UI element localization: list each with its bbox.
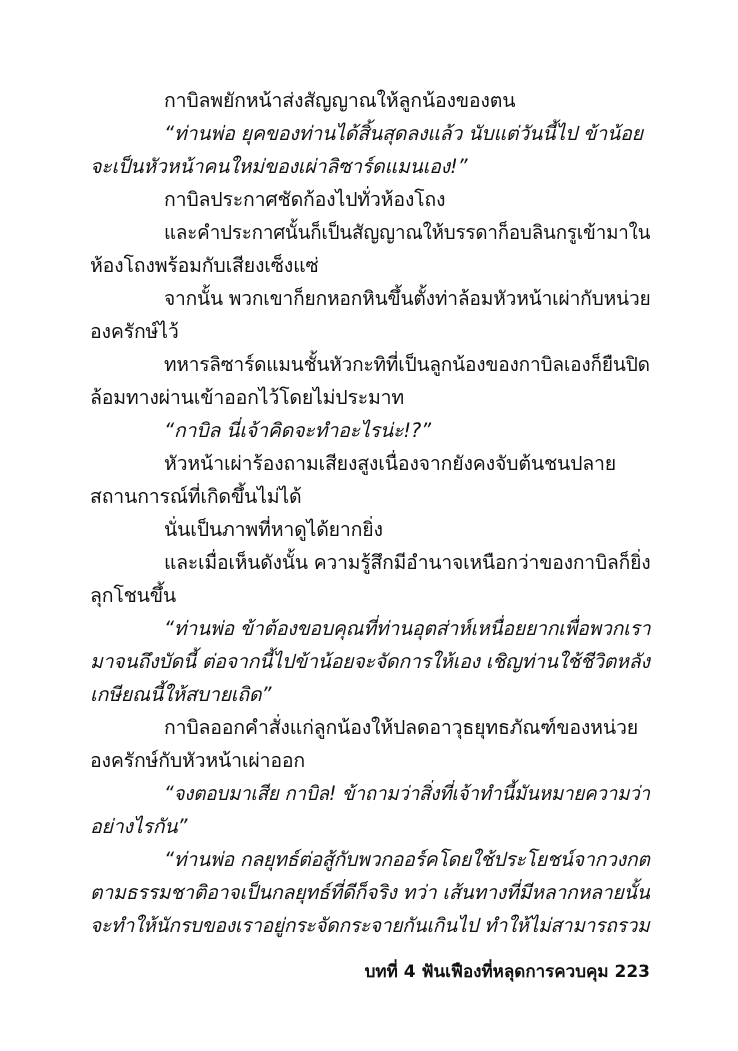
paragraph-line: นั่นเป็นภาพที่หาดูได้ยากยิ่ง [164,518,383,541]
paragraph-line: “ท่านพ่อ กลยุทธ์ต่อสู้กับพวกออร์คโดยใช้ประโยชน์จากวงกต [164,848,650,871]
paragraph-line: “ท่านพ่อ ข้าต้องขอบคุณที่ท่านอุตส่าห์เหนื่อยยากเพื่อพวกเรา [164,617,651,640]
paragraph-line: กาบิลออกคำสั่งแก่ลูกน้องให้ปลดอาวุธยุทธภัณฑ์ของหน่วย [164,716,638,739]
paragraph-line: องครักษ์กับหัวหน้าเผ่าออก [90,749,306,772]
paragraph-line: สถานการณ์ที่เกิดขึ้นไม่ได้ [90,485,302,508]
paragraph-line: ตามธรรมชาติอาจเป็นกลยุทธ์ที่ดีก็จริง ทว่า เส้นทางที่มีหลากหลายนั้น [90,881,650,904]
paragraph-line: “ท่านพ่อ ยุคของท่านได้สิ้นสุดลงแล้ว นับแต่วันนี้ไป ข้าน้อย [164,122,643,145]
paragraph-line: จะทำให้นักรบของเราอยู่กระจัดกระจายกันเกินไป ทำให้ไม่สามารถรวม [90,914,650,937]
paragraph-line: กาบิลประกาศชัดก้องไปทั่วห้องโถง [164,188,446,211]
paragraph-line: “จงตอบมาเสีย กาบิล! ข้าถามว่าสิ่งที่เจ้าทำนี้มันหมายความว่า [164,782,650,805]
paragraph-line: เกษียณนี้ให้สบายเถิด” [90,683,272,706]
paragraph-line: หัวหน้าเผ่าร้องถามเสียงสูงเนื่องจากยังคงจับต้นชนปลาย [164,452,617,475]
paragraph-line: และเมื่อเห็นดังนั้น ความรู้สึกมีอำนาจเหนือกว่าของกาบิลก็ยิ่ง [164,551,651,574]
paragraph-line: จะเป็นหัวหน้าคนใหม่ของเผ่าลิซาร์ดแมนเอง!” [90,155,468,178]
paragraph-line: องครักษ์ไว้ [90,320,179,343]
paragraph-line: อย่างไรกัน” [90,815,188,838]
paragraph-line: ล้อมทางผ่านเข้าออกไว้โดยไม่ประมาท [90,386,405,409]
paragraph-line: จากนั้น พวกเขาก็ยกหอกหินขึ้นตั้งท่าล้อมหัวหน้าเผ่ากับหน่วย [164,287,651,310]
paragraph-line: มาจนถึงบัดนี้ ต่อจากนี้ไปข้าน้อยจะจัดการให้เอง เชิญท่านใช้ชีวิตหลัง [90,650,650,673]
paragraph-line: ลุกโชนขึ้น [90,584,177,607]
running-footer: บทที่ 4 ฟันเฟืองที่หลุดการควบคุม 223 [364,962,650,982]
paragraph-line: “กาบิล นี่เจ้าคิดจะทำอะไรน่ะ!?” [164,419,431,442]
paragraph-line: ทหารลิซาร์ดแมนชั้นหัวกะทิที่เป็นลูกน้องของกาบิลเองก็ยืนปิด [164,353,650,376]
paragraph-line: ห้องโถงพร้อมกับเสียงเซ็งแซ่ [90,254,319,277]
paragraph-line: กาบิลพยักหน้าส่งสัญญาณให้ลูกน้องของตน [164,89,516,112]
paragraph-line: และคำประกาศนั้นก็เป็นสัญญาณให้บรรดาก็อบลินกรูเข้ามาใน [164,221,651,244]
